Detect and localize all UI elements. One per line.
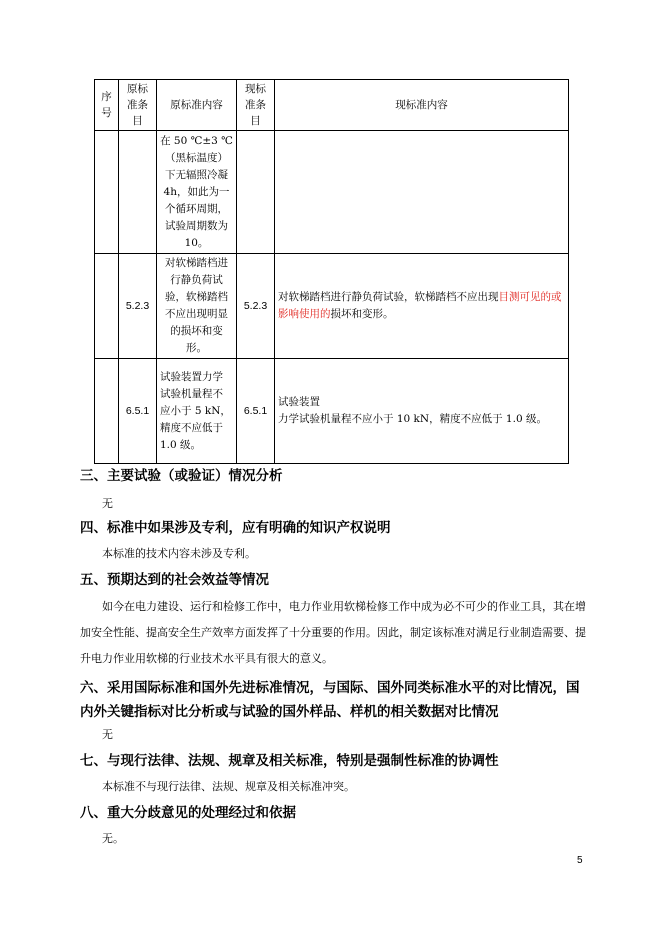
new-content-text: 对软梯踏档进行静负荷试验，软梯踏档不应出现 — [278, 291, 499, 303]
cell-seq — [95, 254, 119, 359]
header-seq: 序号 — [95, 80, 119, 131]
cell-seq — [95, 359, 119, 464]
table-row — [95, 254, 569, 359]
section-5-body: 如今在电力建设、运行和检修工作中，电力作业用软梯检修工作中成为必不可少的作业工具，其在增加安全性能、提高安全生产效率方面发挥了十分重要的作用。因此，制定该标准对满足行业制造需要、提升电力作业用软梯的行业技术水平具有很大的意义。 — [80, 600, 586, 665]
section-3-body: 无 — [102, 497, 113, 510]
highlighted-change-text: 目测可见的或影响使用的 — [278, 291, 562, 320]
header-orig-clause: 原标准条目 — [119, 80, 157, 131]
cell-seq — [95, 131, 119, 254]
new-content-line-2: 力学试验机量程不应小于 10 kN，精度不应低于 1.0 级。 — [278, 413, 547, 425]
header-new-clause: 现标准条目 — [237, 80, 275, 131]
cell-new-content — [275, 359, 569, 464]
table-row — [95, 359, 569, 464]
header-new-content: 现标准内容 — [275, 80, 569, 131]
cell-orig-clause: 5.2.3 — [119, 254, 157, 359]
section-6-heading: 六、采用国际标准和国外先进标准情况，与国际、国外同类标准水平的对比情况，国内外关键指标对比分析或与试验的国外样品、样机的相关数据对比情况 — [80, 680, 580, 720]
cell-orig-content: 对软梯踏档进行静负荷试验，软梯踏档不应出现明显的损坏和变形。 — [157, 254, 237, 359]
section-8-body: 无。 — [102, 832, 124, 845]
section-7-body: 本标准不与现行法律、法规、规章及相关标准冲突。 — [102, 780, 355, 793]
cell-new-clause — [237, 131, 275, 254]
table-row — [95, 131, 569, 254]
cell-new-content — [275, 131, 569, 254]
new-content-text-end: 损坏和变形。 — [330, 308, 394, 320]
cell-orig-clause — [119, 131, 157, 254]
page-number: 5 — [577, 855, 583, 866]
section-7-heading: 七、与现行法律、法规、规章及相关标准，特别是强制性标准的协调性 — [80, 753, 499, 769]
section-8-heading: 八、重大分歧意见的处理经过和依据 — [80, 805, 296, 821]
header-orig-content: 原标准内容 — [157, 80, 237, 131]
section-4-body: 本标准的技术内容未涉及专利。 — [102, 547, 256, 560]
section-5-heading: 五、预期达到的社会效益等情况 — [80, 572, 269, 588]
cell-orig-content: 试验装置力学试验机量程不应小于 5 kN，精度不应低于 1.0 级。 — [157, 359, 237, 464]
cell-new-clause: 6.5.1 — [237, 359, 275, 464]
cell-orig-clause: 6.5.1 — [119, 359, 157, 464]
cell-orig-content: 在 50 ℃±3 ℃（黑标温度）下无辐照冷凝 4h，如此为一个循环周期，试验周期数为 10。 — [157, 131, 237, 254]
new-content-line-1: 试验装置 — [278, 396, 320, 408]
comparison-table — [94, 79, 569, 464]
section-3-heading: 三、主要试验（或验证）情况分析 — [80, 468, 283, 484]
cell-new-content — [275, 254, 569, 359]
section-6-body: 无 — [102, 728, 113, 741]
table-header-row — [95, 80, 569, 131]
cell-new-clause: 5.2.3 — [237, 254, 275, 359]
section-4-heading: 四、标准中如果涉及专利，应有明确的知识产权说明 — [80, 520, 391, 536]
